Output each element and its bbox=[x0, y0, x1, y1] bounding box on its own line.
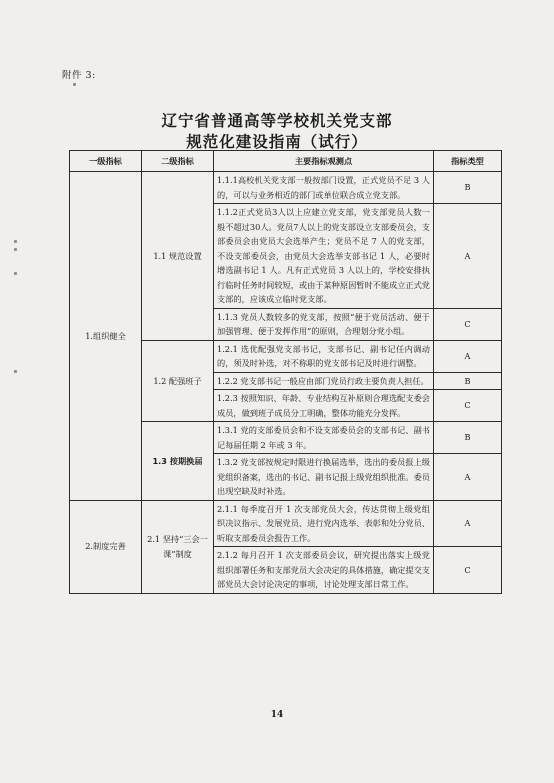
scan-mark bbox=[73, 83, 76, 86]
header-level1: 一级指标 bbox=[70, 151, 142, 172]
type-1-3-2: A bbox=[434, 454, 502, 501]
page-number: 14 bbox=[270, 710, 284, 720]
level2-strengthen-team: 1.2 配强班子 bbox=[142, 340, 214, 422]
scan-mark bbox=[14, 240, 17, 243]
indicator-table bbox=[69, 150, 502, 594]
scan-mark bbox=[14, 272, 17, 275]
level2-standard-setup: 1.1 规范设置 bbox=[142, 172, 214, 341]
header-level2: 二级指标 bbox=[142, 151, 214, 172]
type-1-2-3: C bbox=[434, 390, 502, 422]
type-1-1-3: C bbox=[434, 308, 502, 340]
table-row bbox=[70, 500, 502, 547]
scan-mark bbox=[14, 370, 17, 373]
type-1-3-1: B bbox=[434, 422, 502, 454]
type-1-1-2: A bbox=[434, 204, 502, 309]
point-2-1-1: 2.1.1 每季度召开 1 次支部党员大会，传达贯彻上级党组织决议指示、发展党员、进行党内选举、表彰和处分党员、听取支部委员会报告工作。 bbox=[214, 500, 434, 547]
type-2-1-1: A bbox=[434, 500, 502, 547]
type-1-2-2: B bbox=[434, 372, 502, 390]
point-2-1-2: 2.1.2 每月召开 1 次支部委员会议，研究提出落实上级党组织部署任务和支部党员大会决定的具体措施，确定提交支部党员大会讨论决定的事项，讨论处理支部日常工作。 bbox=[214, 547, 434, 594]
type-2-1-2: C bbox=[434, 547, 502, 594]
level2-three-meetings: 2.1 坚持“三会一课”制度 bbox=[142, 500, 214, 593]
point-1-3-1: 1.3.1 党的支部委员会和不设支部委员会的支部书记、副书记每届任期 2 年或 3 年。 bbox=[214, 422, 434, 454]
table-header-row bbox=[70, 151, 502, 172]
point-1-1-3: 1.1.3 党员人数较多的党支部，按照“便于党员活动、便于加强管理、便于发挥作用”的原则，合理划分党小组。 bbox=[214, 308, 434, 340]
point-1-2-1: 1.2.1 选优配强党支部书记，支部书记、副书记任内调动的，须及时补选，对不称职的党支部书记及时进行调整。 bbox=[214, 340, 434, 372]
type-1-1-1: B bbox=[434, 172, 502, 204]
level1-organization: 1.组织健全 bbox=[70, 172, 142, 501]
point-1-2-2: 1.2.2 党支部书记一般应由部门党员行政主要负责人担任。 bbox=[214, 372, 434, 390]
scan-mark bbox=[14, 248, 17, 251]
type-1-2-1: A bbox=[434, 340, 502, 372]
table-row bbox=[70, 172, 502, 204]
document-title-line-1: 辽宁省普通高等学校机关党支部 bbox=[161, 112, 393, 130]
point-1-1-1: 1.1.1高校机关党支部一般按部门设置，正式党员不足 3 人的，可以与业务相近的部门或单位联合成立党支部。 bbox=[214, 172, 434, 204]
header-type: 指标类型 bbox=[434, 151, 502, 172]
level2-term-election: 1.3 按期换届 bbox=[142, 422, 214, 501]
point-1-3-2: 1.3.2 党支部按规定时限进行换届选举，选出的委员报上级党组织备案，选出的书记、副书记报上级党组织批准。委员出现空缺及时补选。 bbox=[214, 454, 434, 501]
level1-system: 2.制度完善 bbox=[70, 500, 142, 593]
point-1-2-3: 1.2.3 按照知识、年龄、专业结构互补原则合理选配支委会成员，做到班子成员分工明确，整体功能充分发挥。 bbox=[214, 390, 434, 422]
point-1-1-2: 1.1.2正式党员3人以上应建立党支部，党支部党员人数一般不超过30人。党员7人以上的党支部设立支部委员会，支部委员会由党员大会选举产生；党员不足 7 人的党支部，不设支部委员会，由党员大会选举支部书记 1 人，必要时增选副书记 1 人。凡有正式党员 3 人以上的，学校安排执行临时任务时间较短，或由于某种原因暂时不能成立正式党支部的，应该成立临时党支部。 bbox=[214, 204, 434, 309]
header-points: 主要指标观测点 bbox=[214, 151, 434, 172]
attachment-label: 附件 3: bbox=[62, 70, 96, 81]
document-title-line-2: 规范化建设指南（试行） bbox=[186, 133, 368, 151]
